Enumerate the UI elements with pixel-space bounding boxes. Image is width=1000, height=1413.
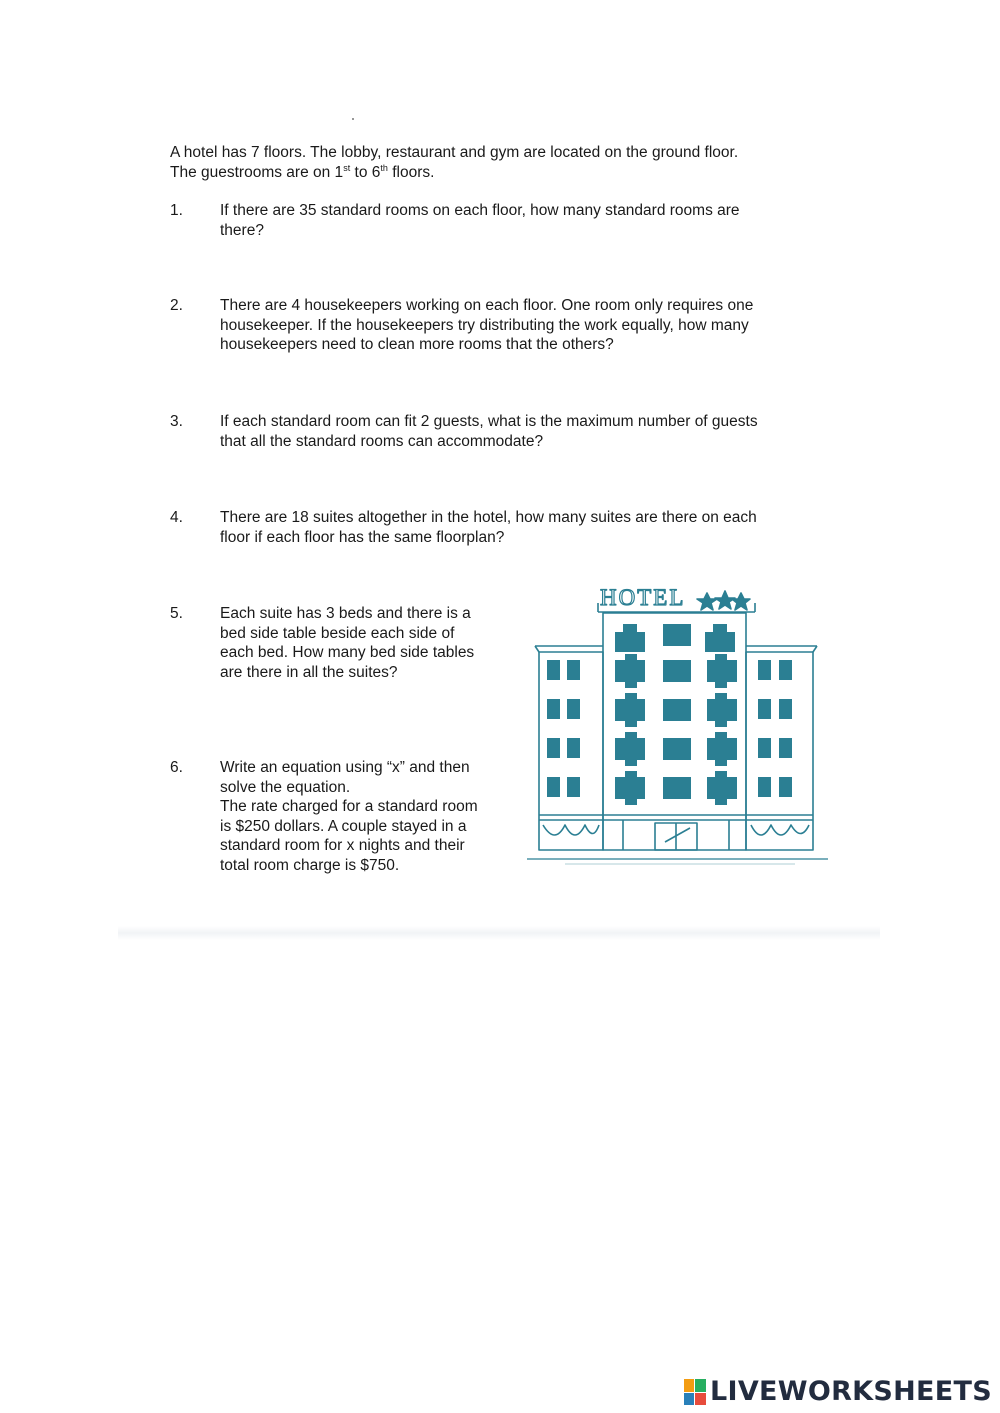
question-6-line: Write an equation using “x” and then xyxy=(220,759,470,776)
question-1-line: there? xyxy=(220,221,264,239)
window xyxy=(663,660,691,682)
window xyxy=(663,777,691,799)
window xyxy=(547,738,560,758)
question-6-line: standard room for x nights and their xyxy=(220,837,465,854)
question-2-line: housekeepers need to clean more rooms that the others? xyxy=(220,336,614,353)
intro-text-c: floors. xyxy=(387,163,435,181)
question-1-number: 1. xyxy=(170,202,183,219)
question-2-number: 2. xyxy=(170,297,183,314)
question-5-line: are there in all the suites? xyxy=(220,663,398,681)
stray-dot xyxy=(352,118,354,120)
question-6-line: The rate charged for a standard room xyxy=(220,798,478,815)
balcony-window xyxy=(707,732,737,766)
question-5-line: each bed. How many bed side tables xyxy=(220,644,475,661)
balcony-window xyxy=(707,654,737,688)
question-2-line: There are 4 housekeepers working on each floor. One room only requires one xyxy=(220,297,754,314)
window xyxy=(663,624,691,646)
balcony-window xyxy=(615,732,645,766)
window xyxy=(547,660,560,680)
balcony-window xyxy=(615,654,645,688)
question-3 xyxy=(220,412,758,451)
intro-sup-st: st xyxy=(343,162,351,173)
intro-text-a: The guestrooms are on 1 xyxy=(170,163,344,181)
question-5-line: Each suite has 3 beds and there is a xyxy=(220,605,471,622)
sign-star-icon xyxy=(697,593,717,610)
question-5 xyxy=(220,604,474,682)
window xyxy=(779,738,792,758)
question-4-line: floor if each floor has the same floorplan? xyxy=(220,528,505,546)
window xyxy=(758,699,771,719)
question-4-number: 4. xyxy=(170,509,183,526)
window xyxy=(758,777,771,797)
question-3-line: If each standard room can fit 2 guests, what is the maximum number of guests xyxy=(220,413,758,430)
window xyxy=(547,777,560,797)
window xyxy=(758,660,771,680)
left-awning xyxy=(543,825,599,835)
question-5-line: bed side table beside each side of xyxy=(220,624,455,642)
intro-line-2 xyxy=(170,163,738,183)
right-awning xyxy=(751,825,809,835)
window xyxy=(567,699,580,719)
question-4 xyxy=(220,508,757,547)
liveworksheets-logo xyxy=(684,1377,992,1407)
question-5-number: 5. xyxy=(170,605,183,622)
window xyxy=(567,777,580,797)
intro-sup-th: th xyxy=(380,162,388,173)
window xyxy=(567,738,580,758)
window xyxy=(758,738,771,758)
question-4-line: There are 18 suites altogether in the hotel, how many suites are there on each xyxy=(220,509,757,526)
window xyxy=(663,699,691,721)
question-3-number: 3. xyxy=(170,413,183,430)
question-1 xyxy=(220,201,740,240)
question-6-number: 6. xyxy=(170,759,183,776)
window xyxy=(779,660,792,680)
intro-line-1: A hotel has 7 floors. The lobby, restaurant and gym are located on the ground floor. xyxy=(170,144,739,161)
balcony-window xyxy=(705,624,735,652)
window xyxy=(547,699,560,719)
balcony-window xyxy=(615,771,645,805)
question-6-line: total room charge is $750. xyxy=(220,856,400,874)
balcony-window xyxy=(615,693,645,727)
balcony-window xyxy=(707,771,737,805)
hotel-building-icon xyxy=(525,580,830,870)
question-3-line: that all the standard rooms can accommodate? xyxy=(220,432,544,450)
page-shadow xyxy=(118,926,880,940)
question-6-line: solve the equation. xyxy=(220,778,351,796)
brand-name: LIVEWORKSHEETS xyxy=(709,1376,992,1407)
window xyxy=(663,738,691,760)
window xyxy=(779,699,792,719)
balcony-window xyxy=(707,693,737,727)
intro-text-b: to 6 xyxy=(350,163,381,181)
hotel-sign-text: HOTEL xyxy=(600,585,686,610)
question-2-line: housekeeper. If the housekeepers try distributing the work equally, how many xyxy=(220,316,749,334)
question-6 xyxy=(220,758,478,875)
intro-paragraph xyxy=(170,143,738,182)
window xyxy=(567,660,580,680)
balcony-window xyxy=(615,624,645,652)
brand-mark-icon xyxy=(684,1379,706,1405)
question-2 xyxy=(220,296,753,355)
question-6-line: is $250 dollars. A couple stayed in a xyxy=(220,817,467,835)
question-1-line: If there are 35 standard rooms on each floor, how many standard rooms are xyxy=(220,202,740,219)
sign-star-icon xyxy=(732,593,750,610)
window xyxy=(779,777,792,797)
